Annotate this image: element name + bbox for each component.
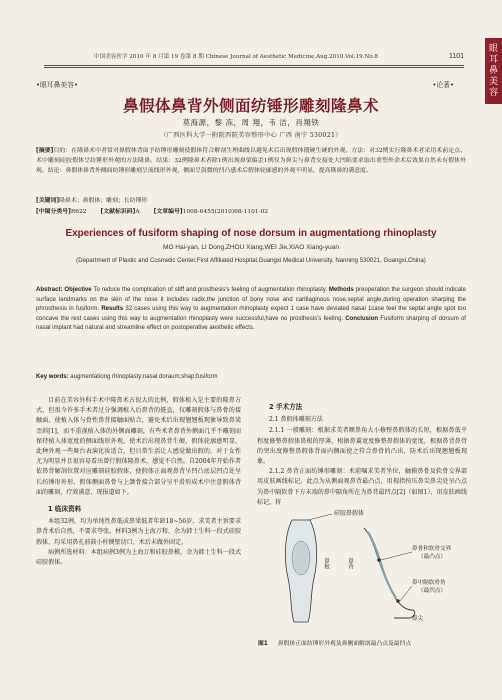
authors-en: MO Hai-yan, LI Dong,ZHOU Xiang,WEI Jie,XIAO Xiang-yuan — [163, 244, 339, 251]
side-tab-char: 耳 — [488, 54, 498, 65]
article-title-en: Experiences of fusiform shaping of nose dorsum in augmentationg rhinoplasty — [65, 228, 437, 239]
doc-code: [文献标识码]A — [100, 209, 140, 215]
implant-label: 硅胶鼻假体 — [334, 510, 365, 517]
abstract-cn-label: [摘要] — [36, 148, 54, 154]
page-number: 1101 — [448, 53, 464, 60]
most-concave-point — [396, 599, 400, 603]
concave-pointer — [400, 586, 412, 601]
affiliation-en: (Department of Plastic and Cosmetic Center,First Affiliated Hospital,Guangxi Medical University, Nanning 530021, Guangxi,China) — [76, 257, 426, 264]
section-heading: 1 临床资料 — [48, 505, 82, 514]
vertical-label-right: 鼻背 — [347, 558, 353, 570]
side-tab-char: 美 — [488, 76, 498, 87]
label-junction-note: （最凸点） — [418, 554, 446, 560]
abstract-en: Abstract: Objective To reduce the complication of stiff and prosthesis's feeling of augmentation rhinoplasty. Methods preoperation the surgeon should indicate surface landmarks on the skin of the nose it includes radix,the junction of bony nose and cartilaginous nose,septal angle,during operation sharping the phrosthesis in fusiform. Results 32 cases using this way to augmentation rhinoplasty expect 1 case have deviated nasal 1case feel the septal angle spot too concave the rest cases using this way to augmentation rhinoplasty were successful,have no prosthesis's feeling. Conclusion Fusiform sharping of dorsum of nasal implant had natural and streamline effect on postoperative aesthetic effects. — [36, 287, 466, 331]
side-tab-char: 眼 — [488, 43, 498, 54]
journal-citation: 中国美容医学 2010 年 8 月第 19 卷第 8 期 Chinese Journal of Aesthetic Medicine.Aug.2010.Vol.19.No.8 — [94, 54, 378, 60]
keywords-cn — [36, 197, 466, 206]
implant-bulge — [292, 541, 310, 575]
nose-profile — [364, 528, 415, 618]
figure-caption-text: 鼻假体正面纺锤形外观及鼻侧面解剖最凸点及最凹点 — [277, 641, 412, 647]
figure-caption — [258, 638, 468, 647]
body-paragraph: 2.1.2 鼻背正面纺锤形雕刻：术前嘱求美者坐位，触摸鼻骨及软骨交界部用皮肤画线标记，此点为从侧面观鼻背最凸点，用拇指按压鼻尖鼻尖处呈凸点为鼻中隔软骨下方末端的鼻中隔角所在为鼻背最凹点[2]（如图1），用皮肤画线标记，将 — [257, 468, 467, 506]
article-type: •论著• — [432, 81, 454, 89]
side-tab-char: 容 — [488, 87, 498, 98]
header-rule — [44, 65, 464, 66]
affiliation-cn: （广西医科大学一附院西院美容整形中心 广西 南宁 530021） — [160, 132, 342, 139]
vertical-label-left: 鼻根 — [323, 558, 329, 570]
keywords-cn-label: [关键词] — [36, 198, 60, 204]
subsection-heading: 2.1 鼻假体雕刻方法 — [269, 416, 323, 424]
article-title-cn: 鼻假体鼻背外侧面纺锤形雕刻隆鼻术 — [122, 97, 379, 115]
body-paragraph: 本组32例，均为单纯性鼻低或鼻梁低者年龄18~56岁，求美者主诉要求鼻背术后自然，不要求夸张。材料3例为上海万和、余为韩士生科一段式硅胶假体，均采用鼻孔前鼓小柱侧壁切口，术后未做外固定。 — [36, 518, 241, 546]
abstract-cn — [36, 147, 466, 176]
section-heading: 2 手术方法 — [269, 403, 303, 411]
label-junction: 鼻骨和软骨交界 — [412, 546, 452, 552]
classification-line — [36, 208, 466, 217]
abstract-cn-text: 目的：在隆鼻术中者常对鼻假体背面予纺锤形雕刻使假体符合解剖生理曲线以避免术后出现假体僵硬生硬的外观。方法：对32例实行隆鼻术者采用术前定点、术中雕刻硅胶假体呈纺锤形外观的方法隆鼻。结果：32例隆鼻术者除1例出现鼻梁偏歪1例仅为鼻尖与鼻背交接处大凹陷要求取出重塑外余术后效果自然未有假体外观。结论：鼻假体鼻背外侧面纺锤形雕刻呈流线形外观，侧面呈鼓微的凹凸感术后假体轮廓感的外观不明显，提高隆鼻的满意度。 — [36, 148, 466, 174]
label-tip: 鼻尖 — [412, 616, 424, 622]
body-column-right — [257, 396, 467, 508]
implant-lateral — [368, 532, 396, 598]
header-rule-thin — [44, 67, 464, 68]
body-paragraph: 病例所选材料：本组病例3例为上海万和硅胶鼻模，余为韩士生科一段式硅胶假体。 — [36, 548, 241, 567]
convex-pointer — [381, 552, 412, 560]
running-header — [44, 52, 464, 64]
body-paragraph: 2.1.1 一般雕刻：根据求美者额鼻角大小修整鼻假体的长短，根据鼻低平程度修整鼻假体鼻根的厚薄，根据鼻翼宽度修整鼻假体的宽度，根据鼻背鼻骨的突出度修整鼻假体背面内侧面使之符合鼻骨的凸出，防术后出现翘翘板现象。 — [257, 427, 467, 466]
clc-code: [中图分类号]R622 — [36, 209, 87, 215]
article-id: [文章编号]1008-6455(2010)08-1101-02 — [153, 209, 269, 215]
body-column-left — [36, 396, 241, 568]
column-tag: •眼耳鼻美容• — [36, 81, 79, 89]
keywords-en: Key words: augmentationg rhinoplasty;nasal doraum;shap;fusiform — [36, 374, 218, 380]
intro-paragraph: 目前在美容外科手术中隆鼻术占很大的比例，假体植入是主要的隆鼻方式，但很今许多手术者过分强调植入后鼻背的挺直，仅雕刻假体与鼻骨的接触面，使植入体与骨性鼻背接触面贴合，避免术后出现翘翘板现象导致鼻梁歪斜[1]，而不重视植入体的外侧面雕刻，有些术者鼻背外侧面几乎不雕刻而保持植入体宽度的侧面线形外观，使术后出现鼻背生硬，假体轮廓感明显，此种外观一些舞台表演化妆适合，但日常生活让人感觉做出假的。对于女性尤为明显并且很容易看出曾行假体隆鼻术，感觉不自然。自2004年开始作者依鼻背解剖位置对应雕刻硅胶假体，使假体正面观鼻背呈凹凸底层凹点处呈长纺锤形外形，假体侧面鼻骨与上颌骨接合部分呈平滑形成术中注意假体背面的雕刻，疗效满意，现报道如下。 — [36, 397, 241, 496]
most-convex-point — [377, 558, 381, 562]
side-tab-char: 鼻 — [488, 65, 498, 76]
figure-1-diagram — [262, 506, 466, 630]
figure-number: 图1 — [258, 641, 268, 647]
label-septal-note: （最凹点） — [418, 588, 446, 594]
authors-cn: 莫海源，黎 冻，周 翔，韦 洁，肖翔铁 — [182, 118, 320, 127]
keywords-cn-text: 隆鼻术；鼻假体；雕刻；长纺锤形 — [59, 198, 148, 204]
implant-pointer — [308, 514, 332, 520]
label-septal: 鼻中隔软骨角 — [412, 580, 446, 586]
